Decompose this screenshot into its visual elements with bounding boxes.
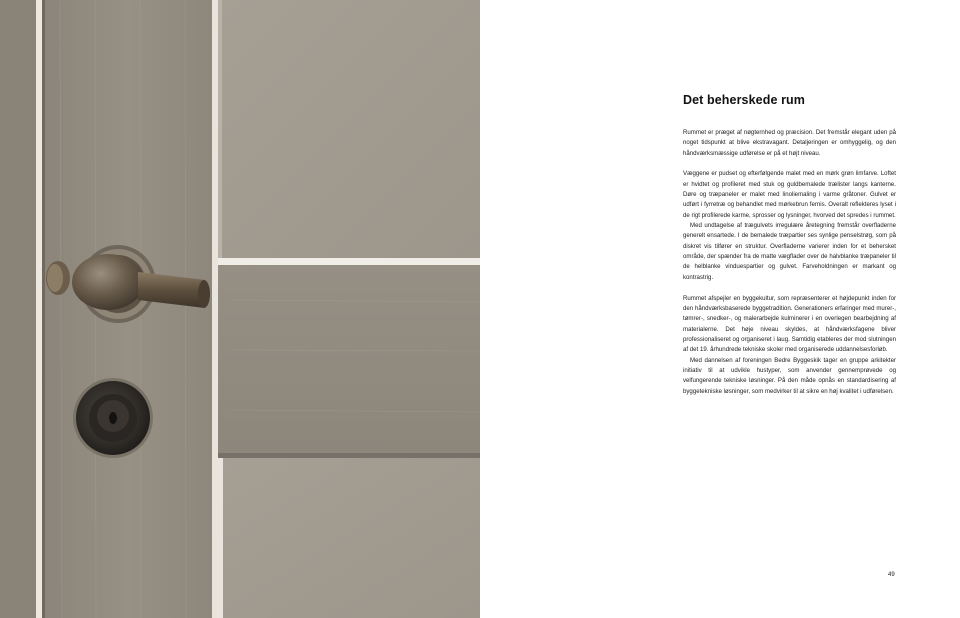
paragraph: Med undtagelse af trægulvets irregulære åretegning fremstår overfladerne generelt ensartede. I de bemalede træpartier ses synlige penselstrøg, som på diskret vis tilfører en struktur. Overfladerne varierer inden for et behersket område, der spænder fra de matte vægflader over de halvblanke træpaneler til de helblanke vinduespartier og gulvet. Farveholdningen er markant og kontrastrig. [683, 222, 896, 281]
paragraph: Rummet afspejler en byggekultur, som repræsenterer et højdepunkt inden for den håndværksbaserede byggetradition. Generationers erfaringer med murer-, tømrer-, snedker-, og malerarbejde kulminerer i en overlegen bearbejdning af materialerne. Det høje niveau skyldes, at håndværksfagene bliver professionaliseret og organiseret i laug. Samtidig etableres der mod slutningen af det 19. århundrede tekniske skoler med organiserede uddannelsesforløb. [683, 294, 896, 354]
paragraph: Rummet er præget af nøgternhed og præcision. Det fremstår elegant uden på noget tidspunkt at blive ekstravagant. Detaljeringen er omhyggelig, og den håndværksmæssige udførelse er på et højt niveau. [683, 129, 896, 157]
paragraph: Med dannelsen af foreningen Bedre Byggeskik tager en gruppe arkitekter initiativ til at udvikle hustyper, som anvender gennemprøvede og velfungerende tekniske løsninger. På den måde opnås en standardisering af byggetekniske løsninger, som medvirker til at sikre en høj kvalitet i udførelsen. [683, 356, 896, 395]
text-page [480, 0, 960, 618]
page-number: 49 [888, 572, 895, 578]
paragraph: Væggene er pudset og efterfølgende malet med en mørk grøn limfarve. Loftet er hvidtet og profileret med stuk og guldbemalede trælister langs kanterne. Døre og træpaneler er malet med linoliemaling i varme gråtoner. Gulvet er udført i fyrretræ og behandlet med mørkebrun fernis. Overalt reflekteres lyset i de rigt profilerede karme, sprosser og lysninger, hvorved det spredes i rummet. [683, 170, 896, 219]
page-heading: Det beherskede rum [683, 93, 805, 107]
body-text [683, 128, 896, 397]
